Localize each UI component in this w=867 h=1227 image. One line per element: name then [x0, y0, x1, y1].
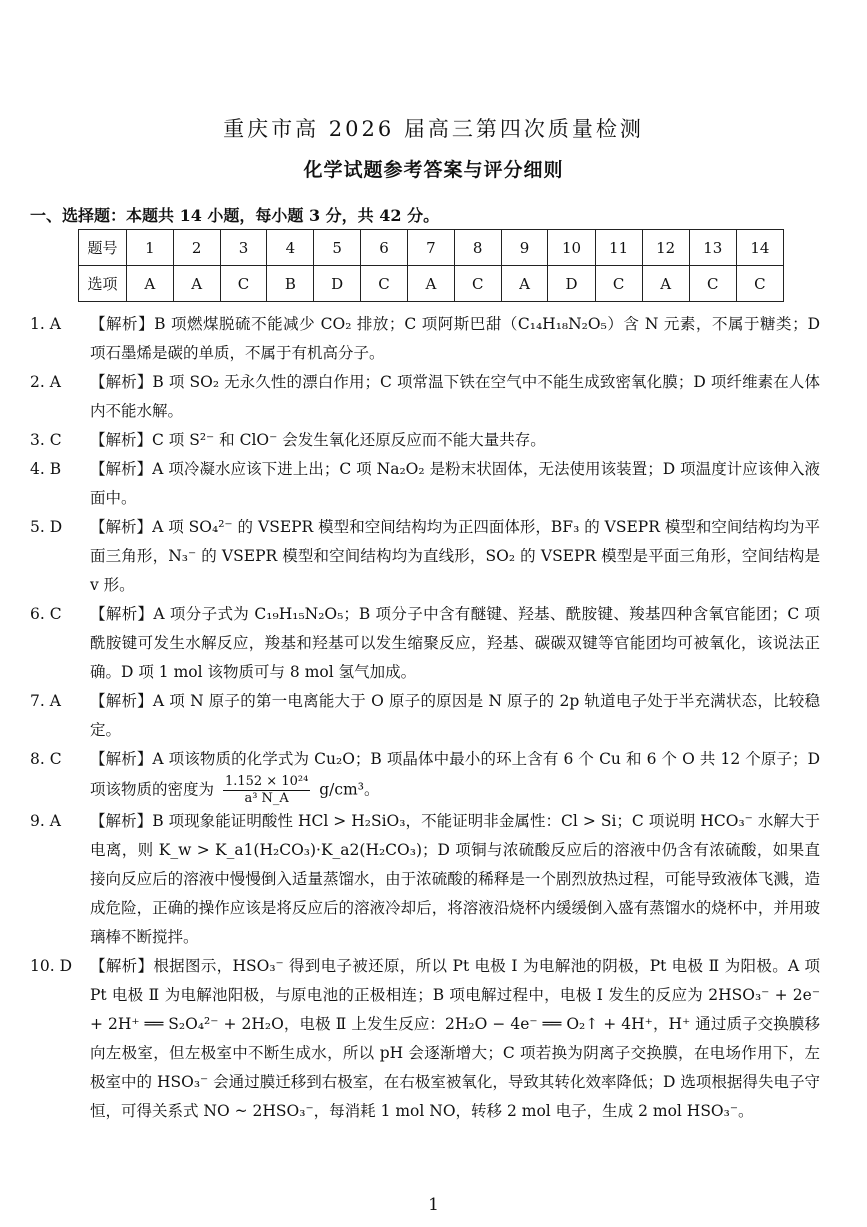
answer-cell: C [689, 266, 736, 302]
answer-cell: D [548, 266, 595, 302]
list-item [30, 368, 820, 426]
density-unit: g/cm³。 [319, 780, 380, 799]
page-title: 重庆市高 2026 届高三第四次质量检测 [223, 117, 644, 141]
item-text: 【解析】B 项燃煤脱硫不能减少 CO₂ 排放；C 项阿斯巴甜（C₁₄H₁₈N₂O₅）含 N 元素，不属于糖类；D 项石墨烯是碳的单质，不属于有机高分子。 [90, 315, 820, 362]
item-number: 3. C [30, 431, 62, 449]
fraction-denominator: a³ N_A [244, 791, 289, 806]
answer-table [78, 229, 784, 302]
page-number: 1 [428, 1195, 439, 1215]
answer-cell: A [501, 266, 548, 302]
list-item [30, 687, 820, 745]
answer-cell: C [220, 266, 267, 302]
question-number-cell: 2 [173, 230, 220, 266]
item-number: 9. A [30, 812, 61, 830]
question-number-cell: 1 [126, 230, 173, 266]
item-text: 【解析】C 项 S²⁻ 和 ClO⁻ 会发生氧化还原反应而不能大量共存。 [90, 431, 546, 449]
list-item [30, 600, 820, 687]
item-text: 【解析】A 项 N 原子的第一电离能大于 O 原子的原因是 N 原子的 2p 轨道电子处于半充满状态，比较稳定。 [90, 692, 820, 739]
list-item [30, 952, 820, 1126]
item-text: 【解析】根据图示，HSO₃⁻ 得到电子被还原，所以 Pt 电极 Ⅰ 为电解池的阴极，Pt 电极 Ⅱ 为阳极。A 项 Pt 电极 Ⅱ 为电解池阳极，与原电池的正极相连；B 项电解过程中，电极 Ⅰ 发生的反应为 2HSO₃⁻ + 2e⁻ + 2H⁺ ══ S₂O₄²⁻ + 2H₂O，电极 Ⅱ 上发生反应：2H₂O − 4e⁻ ══ O₂↑ + 4H⁺，H⁺ 通过质子交换膜移向左极室，但左极室中不断生成水，所以 pH 会逐渐增大；C 项若换为阴离子交换膜，在电场作用下，左极室中的 HSO₃⁻ 会通过膜迁移到右极室，在右极室被氧化，导致其转化效率降低；D 选项根据得失电子守恒，可得关系式 NO ~ 2HSO₃⁻，每消耗 1 mol NO，转移 2 mol 电子，生成 2 mol HSO₃⁻。 [90, 957, 820, 1120]
question-number-row [79, 230, 784, 266]
list-item [30, 455, 820, 513]
answer-cell: C [361, 266, 408, 302]
question-number-cell: 10 [548, 230, 595, 266]
item-text: 【解析】A 项冷凝水应该下进上出；C 项 Na₂O₂ 是粉末状固体，无法使用该装置；D 项温度计应该伸入液面中。 [90, 460, 820, 507]
question-number-cell: 9 [501, 230, 548, 266]
item-number: 5. D [30, 518, 63, 536]
item-text: 【解析】B 项 SO₂ 无永久性的漂白作用；C 项常温下铁在空气中不能生成致密氧化膜；D 项纤维素在人体内不能水解。 [90, 373, 820, 420]
item-number: 2. A [30, 373, 61, 391]
explanation-list [30, 310, 820, 1126]
row-label: 选项 [79, 266, 127, 302]
answer-cell: C [595, 266, 642, 302]
fraction-numerator: 1.152 × 10²⁴ [224, 774, 309, 789]
item-number: 1. A [30, 315, 61, 333]
item-number: 7. A [30, 692, 61, 710]
answer-cell: D [314, 266, 361, 302]
answer-cell: C [736, 266, 783, 302]
answer-cell: A [642, 266, 689, 302]
list-item [30, 426, 820, 455]
item-text: 【解析】B 项现象能证明酸性 HCl > H₂SiO₃，不能证明非金属性：Cl > Si；C 项说明 HCO₃⁻ 水解大于电离，则 K_w > K_a1(H₂CO₃)·K_a2(H₂CO₃)；D 项铜与浓硫酸反应后的溶液中仍含有浓硫酸，如果直接向反应后的溶液中慢慢倒入适量蒸馏水，由于浓硫酸的稀释是一个剧烈放热过程，可能导致液体飞溅，造成危险，正确的操作应该是将反应后的溶液冷却后，将溶液沿烧杯内缓缓倒入盛有蒸馏水的烧杯中，并用玻璃棒不断搅拌。 [90, 812, 820, 946]
item-number: 6. C [30, 605, 62, 623]
question-number-cell: 4 [267, 230, 314, 266]
page-subtitle: 化学试题参考答案与评分细则 [303, 159, 564, 181]
answer-cell: A [407, 266, 454, 302]
answer-cell: B [267, 266, 314, 302]
answer-cell: A [126, 266, 173, 302]
answer-row [79, 266, 784, 302]
item-number: 4. B [30, 460, 62, 478]
question-number-cell: 8 [454, 230, 501, 266]
question-number-cell: 14 [736, 230, 783, 266]
list-item [30, 513, 820, 600]
item-number: 8. C [30, 750, 62, 768]
question-number-cell: 11 [595, 230, 642, 266]
answer-cell: A [173, 266, 220, 302]
item-text: 【解析】A 项该物质的化学式为 Cu₂O；B 项晶体中最小的环上含有 6 个 Cu 和 6 个 O 共 12 个原子；D 项该物质的密度为 [90, 750, 820, 799]
question-number-cell: 7 [407, 230, 454, 266]
question-number-cell: 6 [361, 230, 408, 266]
question-number-cell: 13 [689, 230, 736, 266]
density-fraction [223, 774, 310, 807]
item-number: 10. D [30, 957, 73, 975]
list-item [30, 807, 820, 952]
item-text: 【解析】A 项分子式为 C₁₉H₁₅N₂O₅；B 项分子中含有醚键、羟基、酰胺键、羧基四种含氧官能团；C 项酰胺键可发生水解反应，羧基和羟基可以发生缩聚反应，羟基、碳碳双键等官能团均可被氧化，该说法正确。D 项 1 mol 该物质可与 8 mol 氢气加成。 [90, 605, 820, 681]
question-number-cell: 5 [314, 230, 361, 266]
question-number-cell: 3 [220, 230, 267, 266]
list-item [30, 310, 820, 368]
item-text: 【解析】A 项 SO₄²⁻ 的 VSEPR 模型和空间结构均为正四面体形，BF₃ 的 VSEPR 模型和空间结构均为平面三角形，N₃⁻ 的 VSEPR 模型和空间结构均为直线形，SO₂ 的 VSEPR 模型是平面三角形，空间结构是 v 形。 [90, 518, 820, 594]
row-label: 题号 [79, 230, 127, 266]
list-item [30, 745, 820, 807]
question-number-cell: 12 [642, 230, 689, 266]
answer-cell: C [454, 266, 501, 302]
section-heading: 一、选择题：本题共 14 小题，每小题 3 分，共 42 分。 [30, 206, 440, 225]
